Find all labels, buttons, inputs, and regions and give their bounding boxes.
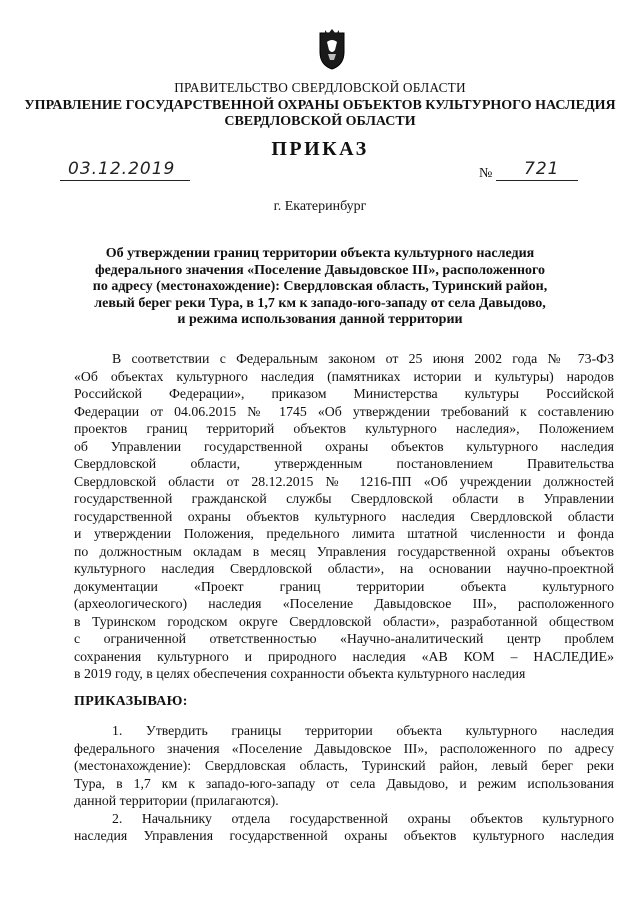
subject-line: Об утверждении границ территории объекта культурного наследия [105, 246, 535, 261]
order-items [74, 722, 614, 845]
item-line: наследия Управления государственной охраны объектов культурного наследия [74, 828, 614, 843]
text-line: сохранения культурного и природного наследия «АВ КОМ – НАСЛЕДИЕ» [74, 648, 614, 664]
text-line: об Управлении государственной охраны объектов культурного наследия [74, 438, 614, 454]
preamble-paragraph [74, 350, 614, 683]
department-title [0, 98, 640, 130]
item-line: (местонахождение): Свердловская область, Туринский район, левый берег реки [74, 758, 614, 773]
subject-line: федерального значения «Поселение Давыдовское III», расположенного [94, 262, 546, 278]
text-line: государственной охраны объектов культурного наследия Свердловской области [74, 508, 614, 524]
number-label: № [479, 166, 493, 181]
text-line: и утверждении Положения, предельного лимита штатной численности и фонда [74, 526, 614, 541]
text-line: Свердловской области от 28.12.2015 № 1216-ПП «Об учреждении должностей [74, 473, 614, 489]
order-date: 03.12.2019 [68, 159, 176, 179]
department-line: УПРАВЛЕНИЕ ГОСУДАРСТВЕННОЙ ОХРАНЫ ОБЪЕКТОВ КУЛЬТУРНОГО НАСЛЕДИЯ [24, 98, 616, 113]
text-line: «Об объектах культурного наследия (памятниках истории и культуры) народов [74, 368, 614, 384]
order-number: 721 [524, 159, 560, 179]
city: г. Екатеринбург [273, 199, 367, 214]
item-line: данной территории (прилагаются). [74, 793, 279, 808]
item-line: федерального значения «Поселение Давыдовское III», расположенного по адресу [74, 740, 614, 756]
item-line: Тура, в 1,7 км к западо-юго-западу от села Давыдово, и режим использования [74, 775, 614, 791]
text-line: (археологического) наследия «Поселение Давыдовское III», расположенного [74, 596, 614, 611]
text-line: документации «Проект границ территории объекта культурного [74, 578, 614, 594]
item-line: 1. Утвердить границы территории объекта культурного наследия [112, 723, 614, 738]
order-command: ПРИКАЗЫВАЮ: [74, 694, 188, 709]
subject-line: по адресу (местонахождение): Свердловская область, Туринский район, [92, 279, 548, 295]
text-line: проектов границ территорий объектов культурного наследия», Положением [74, 421, 614, 436]
text-line: Свердловской области, утвержденным постановлением Правительства [74, 456, 614, 471]
text-line: Российской Федерации», приказом Министерства культуры Российской [74, 386, 614, 401]
text-line: в Туринском городском округе Свердловской области», разработанной обществом [74, 613, 614, 629]
coat-of-arms-emblem [317, 28, 347, 70]
text-line: культурного наследия Свердловской области», на основании научно-проектной [74, 561, 614, 576]
order-number-field [496, 158, 578, 181]
government-title: ПРАВИТЕЛЬСТВО СВЕРДЛОВСКОЙ ОБЛАСТИ [174, 80, 466, 95]
text-line: в 2019 году, в целях обеспечения сохранности объекта культурного наследия [74, 666, 526, 681]
order-date-field [60, 158, 190, 181]
text-line: государственной гражданской службы Свердловской области в Управлении [74, 491, 614, 506]
text-line: по должностным окладам в месяц Управления государственной охраны объектов [74, 543, 614, 559]
text-line: с ограниченной ответственностью «Научно-аналитический центр проблем [74, 631, 614, 646]
subject-line: и режима использования данной территории [177, 312, 463, 328]
text-line: В соответствии с Федеральным законом от 25 июня 2002 года № 73-ФЗ [112, 351, 614, 366]
department-line: СВЕРДЛОВСКОЙ ОБЛАСТИ [224, 114, 416, 129]
document-type: ПРИКАЗ [271, 138, 369, 160]
item-line: 2. Начальнику отдела государственной охраны объектов культурного [112, 810, 614, 826]
text-line: Федерации от 04.06.2015 № 1745 «Об утверждении требований к составлению [74, 403, 614, 419]
subject-line: левый берег реки Тура, в 1,7 км к западо-юго-западу от села Давыдово, [94, 295, 546, 311]
order-subject [0, 246, 640, 329]
